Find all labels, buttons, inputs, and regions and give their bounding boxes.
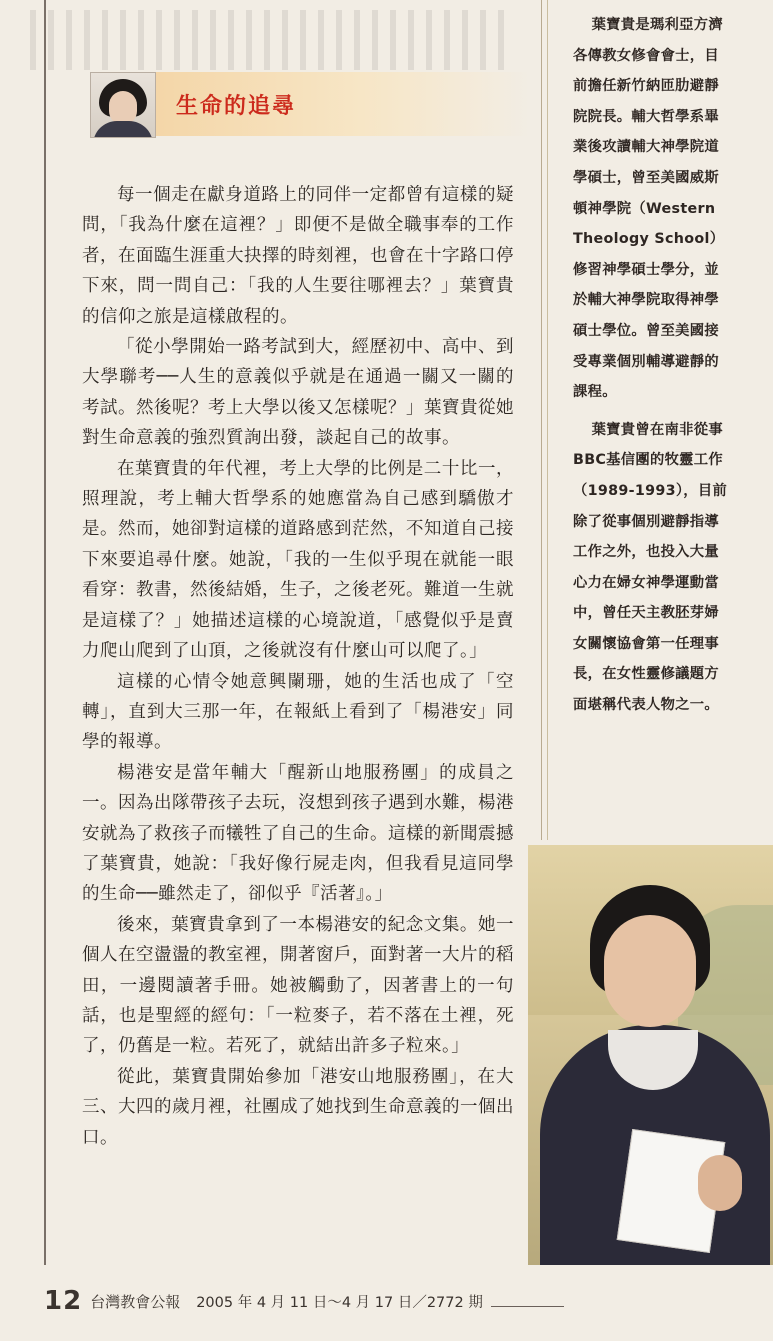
article-paragraph: 每一個走在獻身道路上的同伴一定都曾有這樣的疑問，「我為什麼在這裡？」即便不是做全職事奉的工作者，在面臨生涯重大抉擇的時刻裡，也會在十字路口停下來，問一問自己：「我的人生要往哪裡去？」葉寶貴的信仰之旅是這樣啟程的。 <box>82 185 514 327</box>
issue-info: 2005 年 4 月 11 日～4 月 17 日／2772 期 <box>196 1294 483 1311</box>
article-paragraph: 這樣的心情令她意興闌珊，她的生活也成了「空轉」，直到大三那一年，在報紙上看到了「楊港安」同學的報導。 <box>82 671 514 753</box>
author-portrait <box>90 72 156 138</box>
article-paragraph: 後來，葉寶貴拿到了一本楊港安的紀念文集。她一個人在空盪盪的教室裡，開著窗戶，面對著一大片的稻田，一邊閱讀著手冊。她被觸動了，因著書上的一句話，也是聖經的經句：「一粒麥子，若不落在土裡，死了，仍舊是一粒。若死了，就結出許多子粒來。」 <box>82 914 514 1057</box>
page-footer <box>44 1284 564 1318</box>
section-banner <box>156 72 530 136</box>
profile-sidebar <box>573 10 733 721</box>
article-paragraph: 「從小學開始一路考試到大，經歷初中、高中、到大學聯考──人生的意義似乎就是在通過一關又一關的考試。然後呢？考上大學以後又怎樣呢？」葉寶貴從她對生命意義的強烈質詢出發，談起自己的故事。 <box>82 337 514 449</box>
footer-rule <box>491 1306 564 1307</box>
left-column-rule <box>44 0 46 1265</box>
sidebar-rule-inner <box>547 0 548 840</box>
sidebar-paragraph: 葉寶貴曾在南非從事BBC基信團的牧靈工作（1989-1993），目前除了從事個別避靜指導工作之外，也投入大量心力在婦女神學運動當中，曾任天主教胚芽婦女關懷協會第一任理事長，在女性靈修議題方面堪稱代表人物之一。 <box>573 421 728 714</box>
sidebar-rule <box>541 0 542 840</box>
article-paragraph: 楊港安是當年輔大「醒新山地服務團」的成員之一。因為出隊帶孩子去玩，沒想到孩子遇到水難，楊港安就為了救孩子而犧牲了自己的生命。這樣的新聞震撼了葉寶貴，她說：「我好像行屍走肉，但我看見這同學的生命──雖然走了，卻似乎『活著』。」 <box>82 762 514 905</box>
article-paragraph: 在葉寶貴的年代裡，考上大學的比例是二十比一，照理說，考上輔大哲學系的她應當為自己感到驕傲才是。然而，她卻對這樣的道路感到茫然，不知道自己接下來要追尋什麼。她說，「我的一生似乎現在就能一眼看穿：教書，然後結婚，生子，之後老死。難道一生就是這樣了？」她描述這樣的心境說道，「感覺似乎是賣力爬山爬到了山頂，之後就沒有什麼山可以爬了。」 <box>82 458 514 662</box>
subject-photo <box>528 845 773 1265</box>
page-number: 12 <box>44 1286 83 1316</box>
sidebar-paragraph: 葉寶貴是瑪利亞方濟各傳教女修會會士，目前擔任新竹納匝肋避靜院院長。輔大哲學系畢業後攻讀輔大神學院道學碩士，曾至美國威斯頓神學院（Western Theology School）修習神學碩士學分，並於輔大神學院取得神學碩士學位。曾至美國接受專業個別輔導避靜的課程。 <box>573 17 725 401</box>
bleed-through-texture <box>30 10 510 70</box>
publication-name: 台灣教會公報 <box>90 1292 181 1311</box>
section-title: 生命的追尋 <box>176 93 297 119</box>
article-paragraph: 從此，葉寶貴開始參加「港安山地服務團」，在大三、大四的歲月裡，社團成了她找到生命意義的一個出口。 <box>82 1066 514 1148</box>
section-header <box>90 72 530 136</box>
article-body <box>82 180 514 1153</box>
